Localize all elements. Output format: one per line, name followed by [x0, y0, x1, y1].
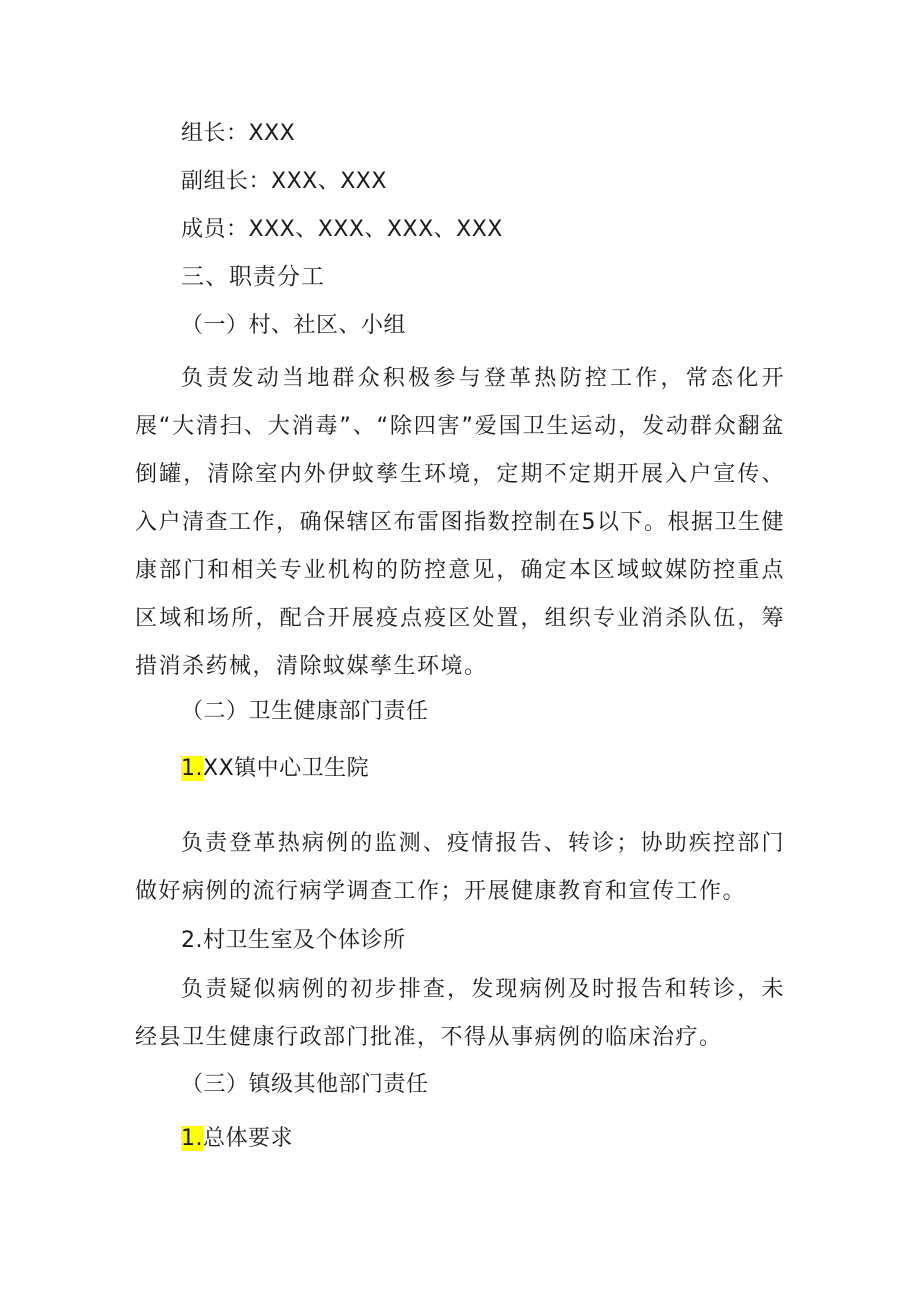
item-zhongxin-weishengyuan — [181, 754, 369, 784]
zhongxin-weishengyuan-body: 负责登革热病例的监测、疫情报告、转诊；协助疾控部门做好病例的流行病学调查工作；开展健康教育和宣传工作。 — [135, 831, 785, 904]
item-title: 总体要求 — [203, 1126, 294, 1151]
item-number-highlight: 1. — [181, 756, 203, 781]
section-three-title: 三、职责分工 — [181, 264, 325, 290]
subsection-three-title: （三）镇级其他部门责任 — [181, 1072, 429, 1097]
subsection-two-title: （二）卫生健康部门责任 — [181, 699, 429, 724]
members-line: 成员：XXX、XXX、XXX、XXX — [181, 217, 503, 242]
subsection-one-body: 负责发动当地群众积极参与登革热防控工作，常态化开展“大清扫、大消毒”、“除四害”爱国卫生运动，发动群众翻盆倒罐，清除室内外伊蚊孳生环境，定期不定期开展入户宣传、入户清查工作，确保辖区布雷图指数控制在5以下。根据卫生健康部门和相关专业机构的防控意见，确定本区域蚊媒防控重点区域和场所，配合开展疫点疫区处置，组织专业消杀队伍，筹措消杀药械，清除蚊媒孳生环境。 — [135, 366, 785, 679]
leader-line: 组长：XXX — [181, 121, 296, 146]
item-number-highlight: 1. — [181, 1126, 203, 1151]
subsection-one-title: （一）村、社区、小组 — [181, 313, 407, 338]
cun-weishengshi-body: 负责疑似病例的初步排查，发现病例及时报告和转诊，未经县卫生健康行政部门批准，不得从事病例的临床治疗。 — [135, 977, 785, 1050]
item-cun-weishengshi: 2.村卫生室及个体诊所 — [181, 928, 406, 953]
deputy-leader-line: 副组长：XXX、XXX — [181, 169, 387, 194]
item-zongti-yaoqiu — [181, 1124, 293, 1154]
item-title: XX镇中心卫生院 — [203, 756, 370, 781]
